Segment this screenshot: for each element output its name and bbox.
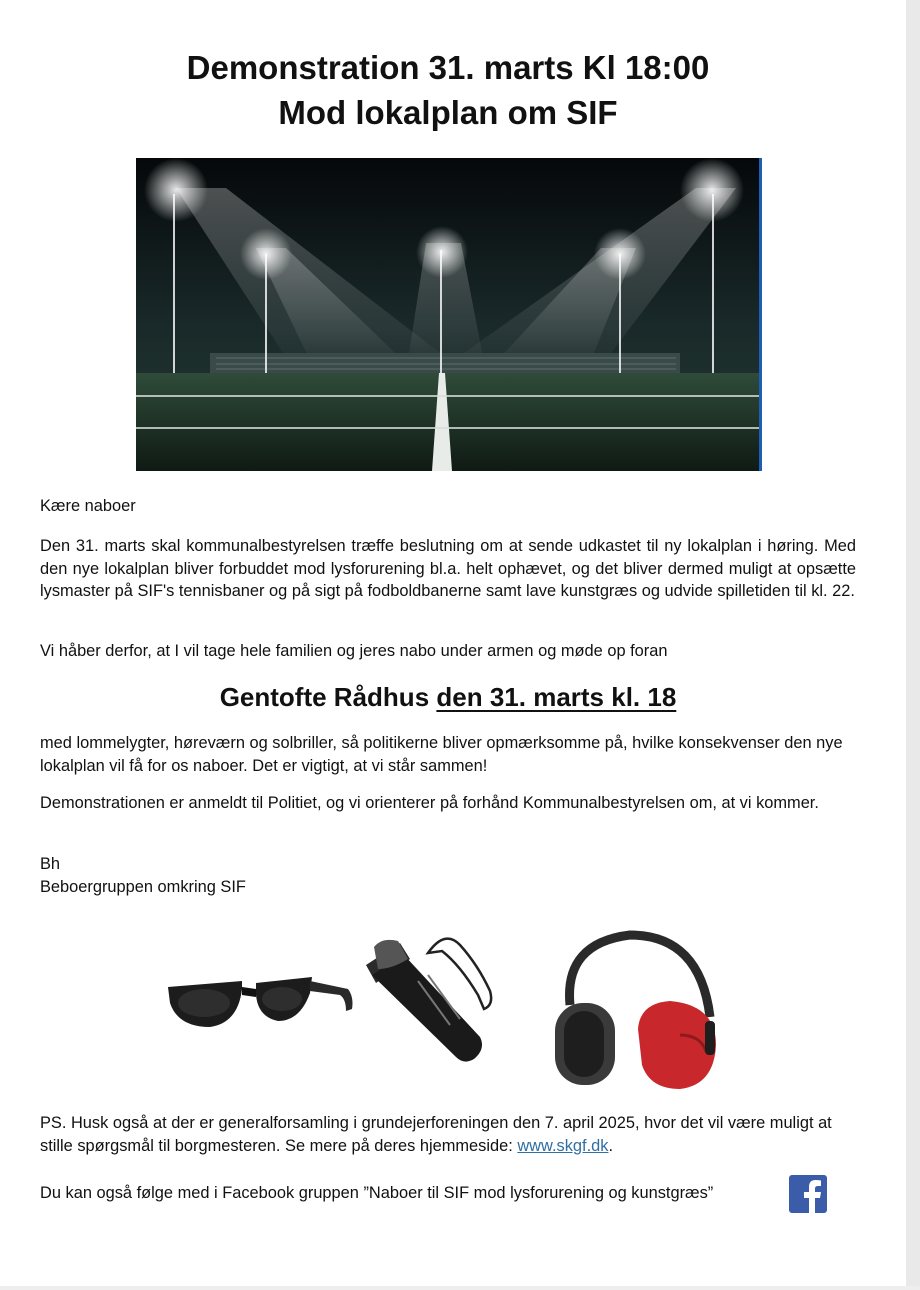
event-date: den 31. marts kl. 18	[436, 682, 677, 712]
paragraph-decision: Den 31. marts skal kommunalbestyrelsen træffe beslutning om at sende udkastet til ny lokalplan i høring. Med den nye lokalplan bliver forbuddet mod lysforurening bl.a. helt ophævet, og det bliver dermed muligt at opsætte lysmaster på SIF's tennisbaner og på sigt på fodboldbanerne samt lave kunstgræs og udvide spilletiden til kl. 22.	[40, 537, 856, 600]
paragraph-invitation: Vi håber derfor, at I vil tage hele familien og jeres nabo under armen og møde op foran	[40, 642, 668, 660]
flashlight-icon	[366, 939, 491, 1062]
event-location-heading	[0, 680, 896, 714]
facebook-group-text: Du kan også følge med i Facebook gruppen ”Naboer til SIF mod lysforurening og kunstgræs”	[40, 1184, 714, 1202]
skgf-website-link[interactable]: www.skgf.dk	[517, 1136, 609, 1155]
postscript-paragraph	[40, 1112, 840, 1157]
items-illustration	[160, 925, 740, 1095]
page-title: Demonstration 31. marts Kl 18:00	[186, 49, 710, 86]
sunglasses-icon	[168, 977, 353, 1027]
signature-initials: Bh	[40, 855, 61, 873]
ear-protection-icon	[555, 935, 716, 1089]
paragraph-police-notice: Demonstrationen er anmeldt til Politiet, og vi orienterer på forhånd Kommunalbestyrelsen om, at vi kommer.	[40, 794, 819, 812]
event-place: Gentofte Rådhus	[219, 682, 430, 712]
signature-group: Beboergruppen omkring SIF	[40, 878, 246, 896]
page-subtitle: Mod lokalplan om SIF	[278, 94, 618, 131]
page-bottom-edge	[0, 1286, 920, 1290]
postscript-end: .	[608, 1136, 613, 1155]
page-edge-shadow	[906, 0, 920, 1290]
facebook-icon[interactable]	[789, 1175, 827, 1213]
paragraph-bring-items: med lommelygter, høreværn og solbriller, så politikerne bliver opmærksomme på, hvilke konsekvenser den nye lokalplan vil få for os naboer. Det er vigtigt, at vi står sammen!	[40, 734, 843, 775]
postscript-text: PS. Husk også at der er generalforsamling i grundejerforeningen den 7. april 2025, hvor det vil være muligt at stille spørgsmål til borgmesteren. Se mere på deres hjemmeside:	[40, 1114, 832, 1155]
greeting: Kære naboer	[40, 497, 136, 515]
stadium-floodlights-illustration	[136, 158, 762, 471]
